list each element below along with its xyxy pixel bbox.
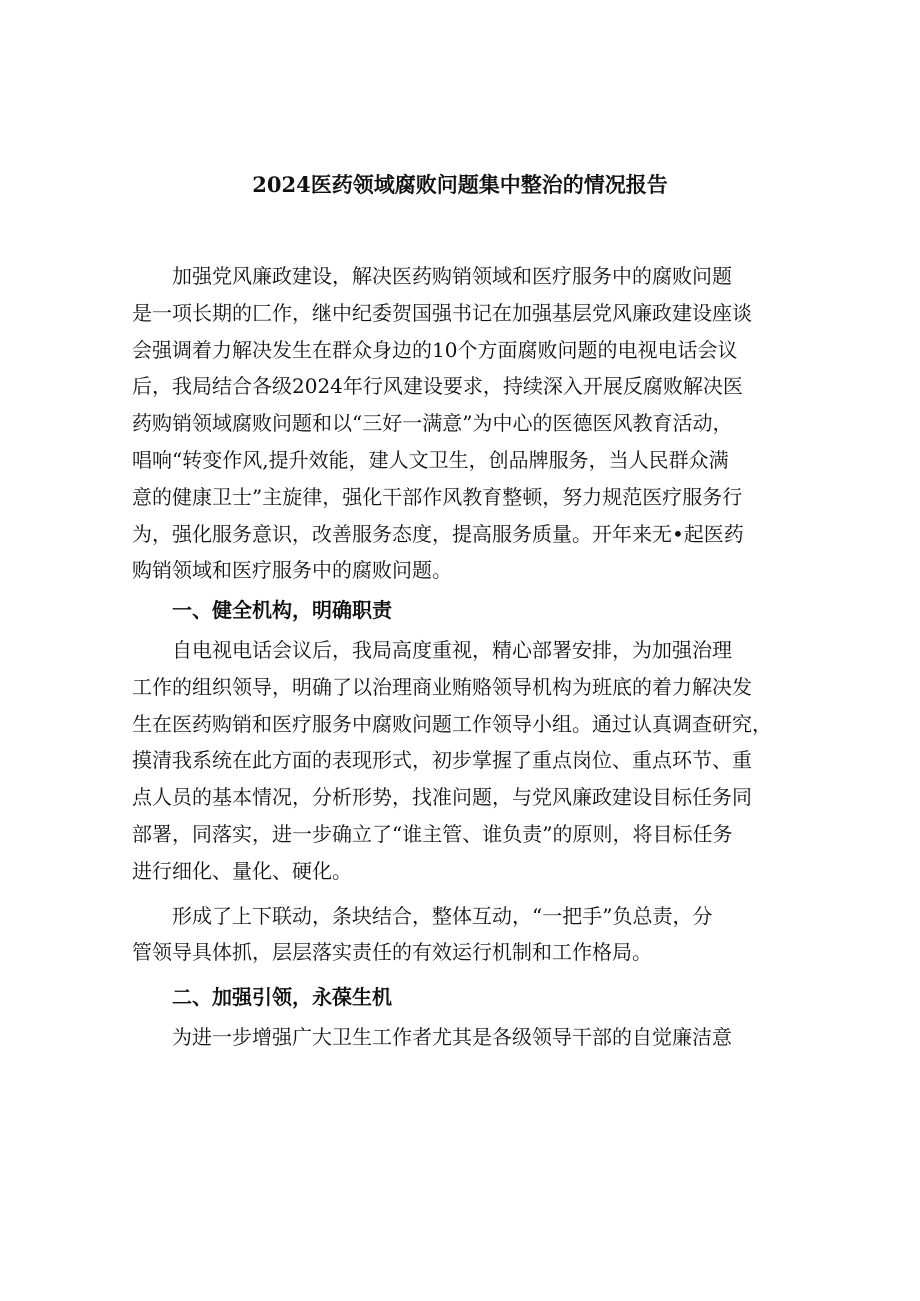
text-line: 是一项长期的匚作，继中纪委贺国强书记在加强基层党风廉政建设座谈 — [132, 300, 752, 325]
paragraph-mechanism — [132, 898, 792, 972]
text-line: 管领导具体抓，层层落实责任的有效运行机制和工作格局。 — [132, 940, 652, 965]
text-line: 意的健康卫士”主旋律，强化干部作风教育整顿，努力规范医疗服务行 — [132, 484, 743, 509]
text-line: 为，强化服务意识，改善服务态度，提高服务质量。开年来无•起医药 — [132, 521, 744, 546]
paragraph-section-1 — [132, 632, 792, 890]
text-line: 形成了上下联动，条块结合，整体互动，“一把手”负总责，分 — [172, 903, 713, 928]
text-line: 点人员的基本情况，分析形势，找准问题，与党风廉政建设目标任务同 — [132, 785, 752, 810]
paragraph-section-2 — [132, 1019, 792, 1056]
text-line: 为进一步增强广大卫生工作者尤其是各级领导干部的自觉廉洁意 — [172, 1024, 732, 1049]
text-line: 自电视电话会议后，我局高度重视，精心部署安排，为加强治理 — [172, 637, 732, 662]
section-heading-1: 一、健全机构，明确职责 — [172, 598, 392, 623]
text-line: 购销领域和医疗服务中的腐败问题。 — [132, 558, 452, 583]
text-line: 药购销领域腐败问题和以“三好一满意”为中心的医德医风教育活动， — [132, 411, 733, 436]
text-line: 会强调着力解决发生在群众身边的10个方面腐败问题的电视电话会议 — [132, 337, 738, 362]
text-line: 后，我局结合各级2024年行风建设要求，持续深入开展反腐败解决医 — [132, 374, 743, 399]
document-body — [132, 258, 792, 1056]
document-title: 2024医药领域腐败问题集中整治的情况报告 — [252, 172, 668, 197]
text-line: 摸清我系统在此方面的表现形式，初步掌握了重点岗位、重点环节、重 — [132, 748, 752, 773]
text-line: 部署，同落实，进一步确立了“谁主管、谁负责”的原则，将目标任务 — [132, 821, 733, 846]
text-line: 加强党风廉政建设，解决医药购销领域和医疗服务中的腐败问题 — [172, 264, 732, 288]
text-line: 工作的组织领导，明确了以治理商业贿赂领导机构为班底的着力解决发 — [132, 674, 752, 699]
text-line: 进行细化、量化、硬化。 — [132, 858, 352, 883]
text-line: 唱响“转变作风,提升效能，建人文卫生，创品牌服务，当人民群众满 — [132, 447, 729, 472]
text-line: 生在医药购销和医疗服务中腐败问题工作领导小组。通过认真调查研究， — [132, 711, 772, 736]
section-heading-2: 二、加强引领，永葆生机 — [172, 985, 392, 1010]
paragraph-intro — [132, 258, 792, 589]
